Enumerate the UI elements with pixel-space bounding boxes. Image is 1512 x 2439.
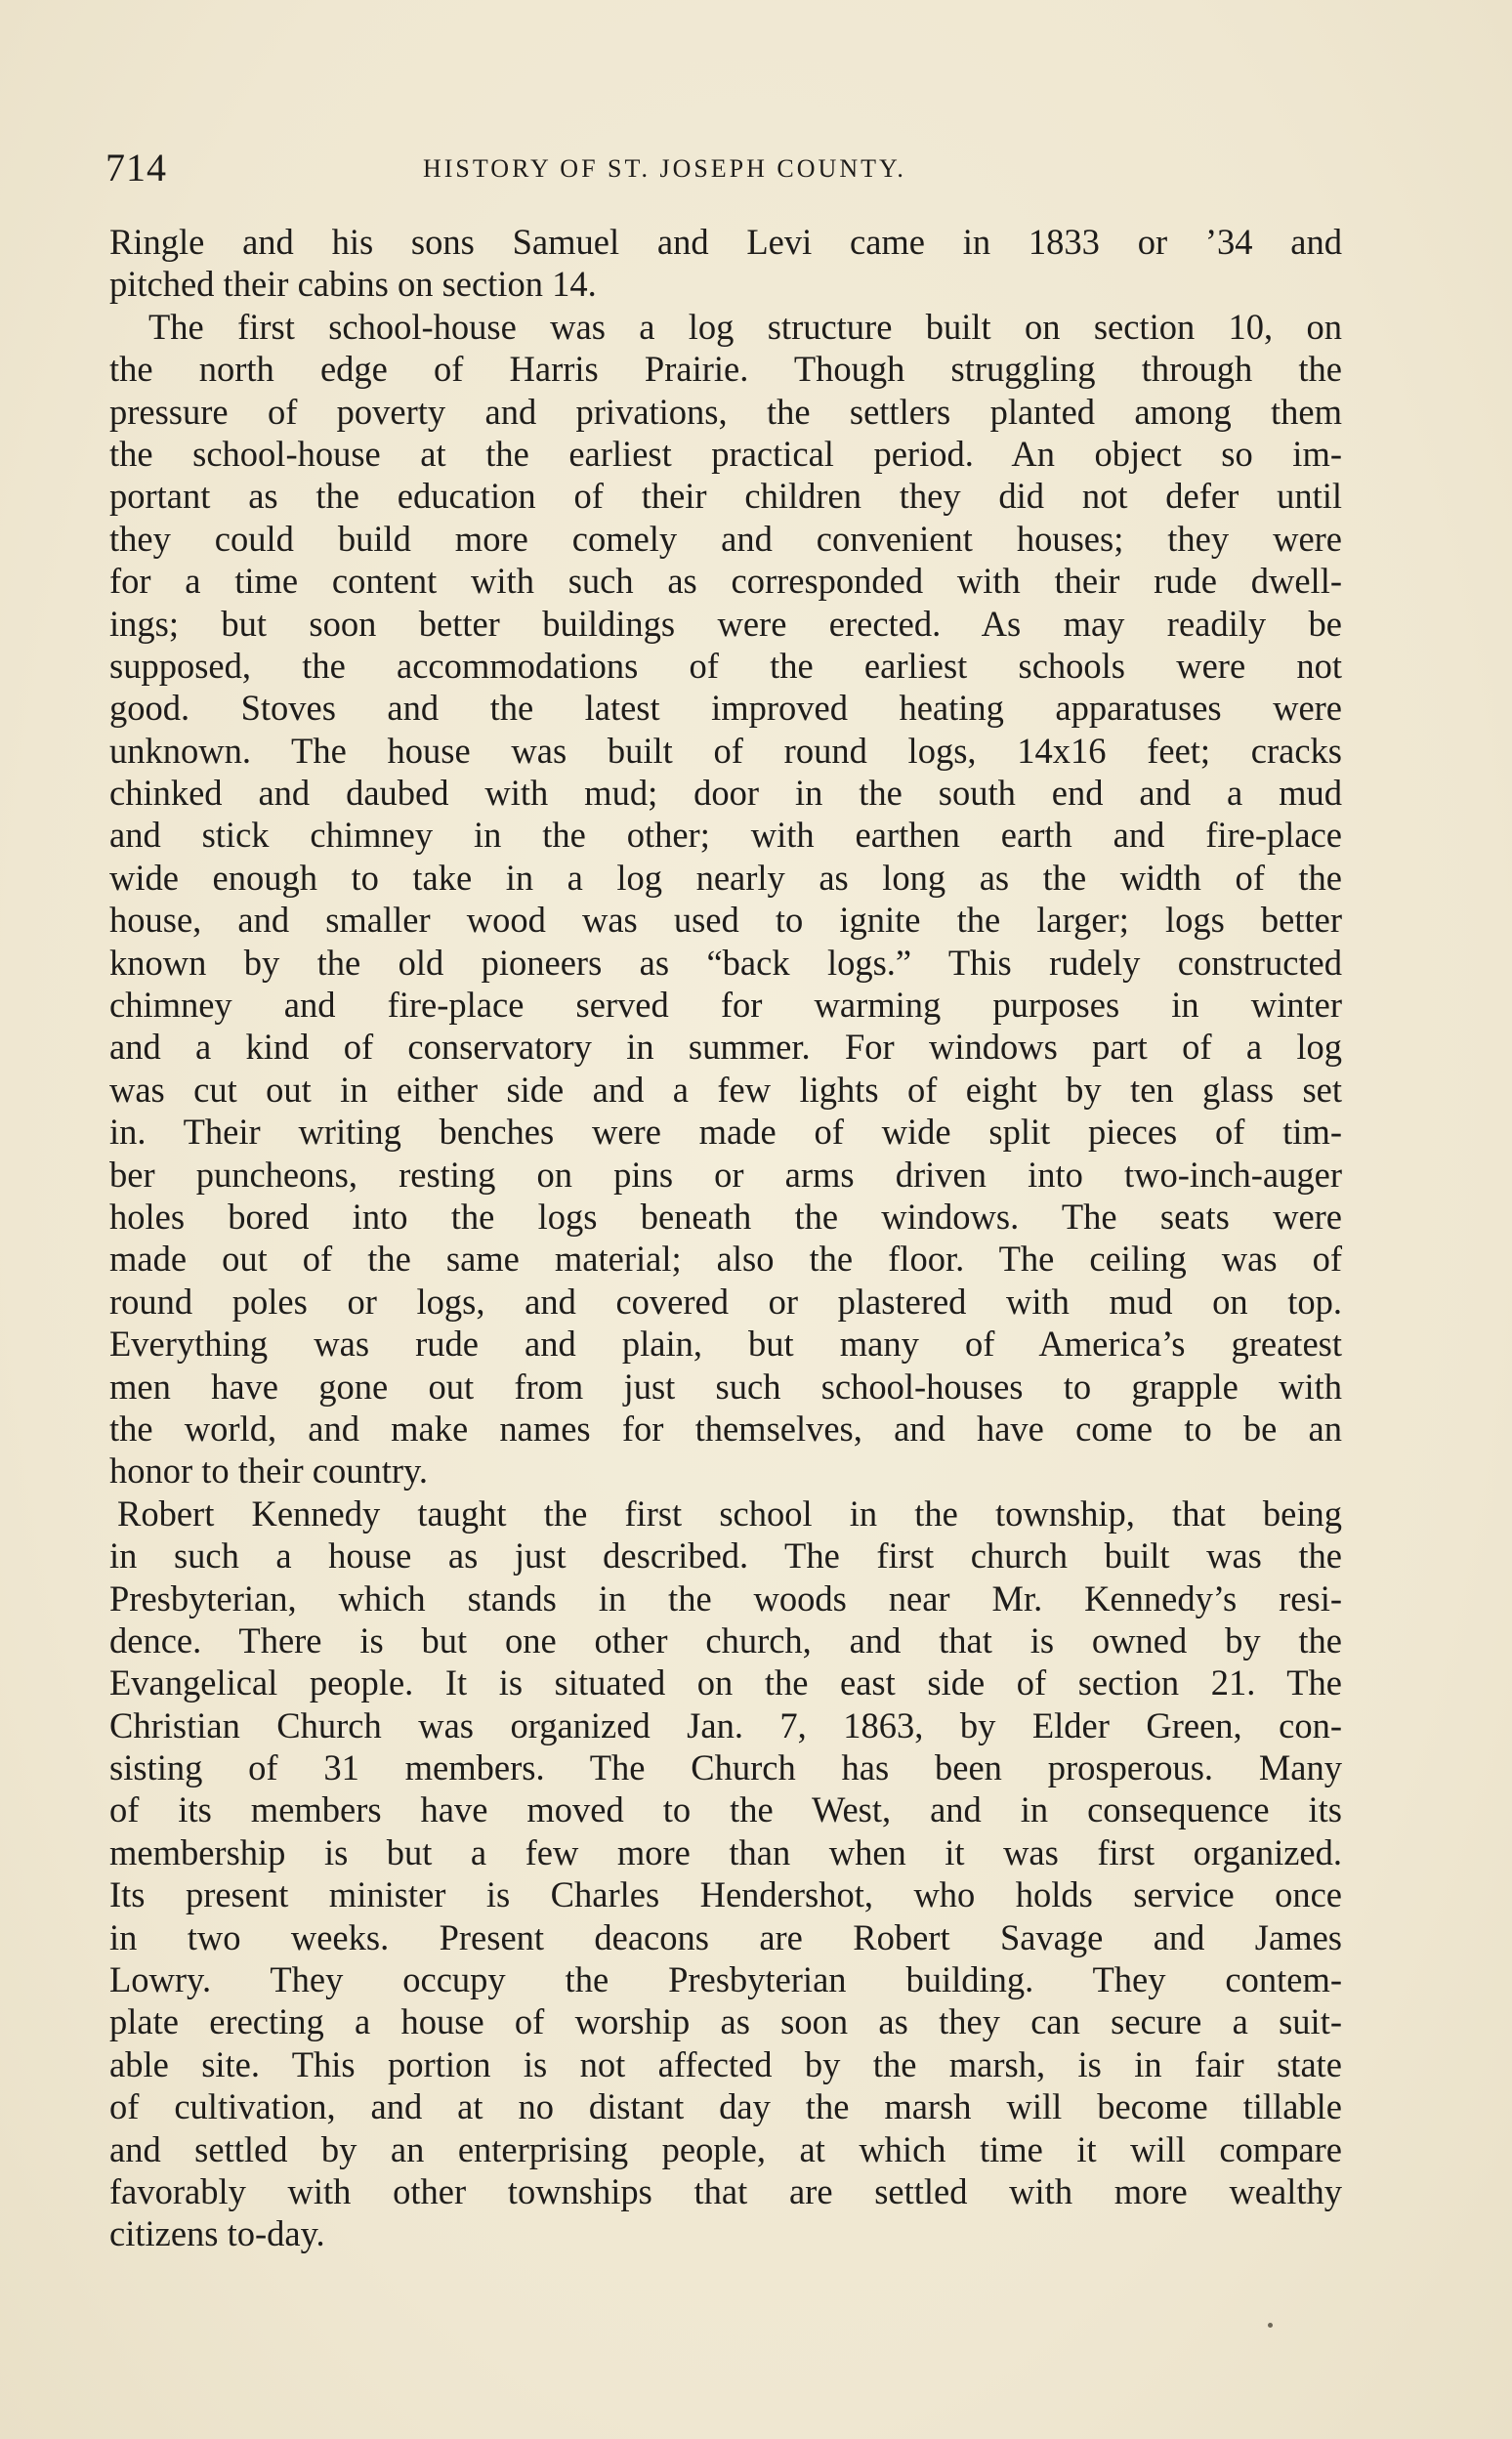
text-line: the north edge of Harris Prairie. Though struggling through the [109, 349, 1342, 390]
text-line: Everything was rude and plain, but many of America’s greatest [109, 1324, 1342, 1365]
page-header [105, 145, 1341, 193]
text-line: of cultivation, and at no distant day the marsh will become tillable [109, 2086, 1342, 2127]
text-line: house, and smaller wood was used to ignite the larger; logs better [109, 900, 1342, 941]
text-line: dence. There is but one other church, and that is owned by the [109, 1619, 1342, 1661]
text-line: favorably with other townships that are settled with more wealthy [109, 2170, 1342, 2211]
text-line: in such a house as just described. The first church built was the [109, 1535, 1342, 1577]
text-line: chinked and daubed with mud; door in the south end and a mud [109, 773, 1342, 814]
text-line: good. Stoves and the latest improved heating apparatuses were [109, 688, 1342, 729]
text-line: in two weeks. Present deacons are Robert Savage and James [109, 1916, 1342, 1957]
text-line: supposed, the accommodations of the earliest schools were not [109, 645, 1342, 686]
text-line: the world, and make names for themselves, and have come to be an [109, 1408, 1342, 1449]
text-line: unknown. The house was built of round logs, 14x16 feet; cracks [109, 730, 1342, 771]
body-text [109, 221, 1342, 2255]
text-line: for a time content with such as corresponded with their rude dwell- [109, 561, 1342, 602]
text-line: Ringle and his sons Samuel and Levi came in 1833 or ’34 and [109, 222, 1342, 262]
text-line: and a kind of conservatory in summer. For windows part of a log [109, 1027, 1342, 1068]
text-line: wide enough to take in a log nearly as long as the width of the [109, 857, 1342, 898]
text-line: and settled by an enterprising people, at which time it will compare [109, 2128, 1342, 2169]
text-line: able site. This portion is not affected by the marsh, is in fair state [109, 2043, 1342, 2084]
text-line: and stick chimney in the other; with earthen earth and fire-place [109, 815, 1342, 856]
text-line: pitched their cabins on section 14. [109, 264, 597, 305]
page-number: 714 [105, 146, 167, 189]
text-line: Its present minister is Charles Hendershot, who holds service once [109, 1874, 1342, 1915]
ink-speck [1268, 2323, 1273, 2328]
text-line: Presbyterian, which stands in the woods near Mr. Kennedy’s resi- [109, 1577, 1342, 1619]
text-line: in. Their writing benches were made of wide split pieces of tim- [109, 1112, 1342, 1153]
text-line: made out of the same material; also the floor. The ceiling was of [109, 1239, 1342, 1280]
text-line: The first school-house was a log structure built on section 10, on [148, 306, 1342, 347]
text-line: sisting of 31 members. The Church has been prosperous. Many [109, 1747, 1342, 1788]
text-line: ber puncheons, resting on pins or arms driven into two-inch-auger [109, 1154, 1342, 1195]
text-line: holes bored into the logs beneath the windows. The seats were [109, 1196, 1342, 1237]
text-line: honor to their country. [109, 1451, 429, 1492]
text-line: round poles or logs, and covered or plastered with mud on top. [109, 1281, 1342, 1322]
text-line: known by the old pioneers as “back logs.” This rudely constructed [109, 942, 1342, 983]
text-line: chimney and fire-place served for warming purposes in winter [109, 985, 1342, 1026]
text-line: membership is but a few more than when it was first organized. [109, 1831, 1342, 1872]
text-line: Robert Kennedy taught the first school in the township, that being [117, 1493, 1342, 1534]
text-line: of its members have moved to the West, and in consequence its [109, 1789, 1342, 1830]
text-line: portant as the education of their children they did not defer until [109, 476, 1342, 517]
text-line: the school-house at the earliest practical period. An object so im- [109, 433, 1342, 474]
text-line: pressure of poverty and privations, the settlers planted among them [109, 391, 1342, 432]
text-line: Christian Church was organized Jan. 7, 1863, by Elder Green, con- [109, 1704, 1342, 1745]
text-line: was cut out in either side and a few lights of eight by ten glass set [109, 1069, 1342, 1110]
running-title: HISTORY OF ST. JOSEPH COUNTY. [423, 154, 906, 183]
text-line: Lowry. They occupy the Presbyterian building. They contem- [109, 1959, 1342, 2000]
text-line: they could build more comely and convenient houses; they were [109, 518, 1342, 559]
text-line: plate erecting a house of worship as soon as they can secure a suit- [109, 2001, 1342, 2042]
text-line: men have gone out from just such school-houses to grapple with [109, 1366, 1342, 1407]
text-line: Evangelical people. It is situated on the east side of section 21. The [109, 1662, 1342, 1703]
text-line: ings; but soon better buildings were erected. As may readily be [109, 603, 1342, 644]
text-line: citizens to-day. [109, 2213, 325, 2254]
